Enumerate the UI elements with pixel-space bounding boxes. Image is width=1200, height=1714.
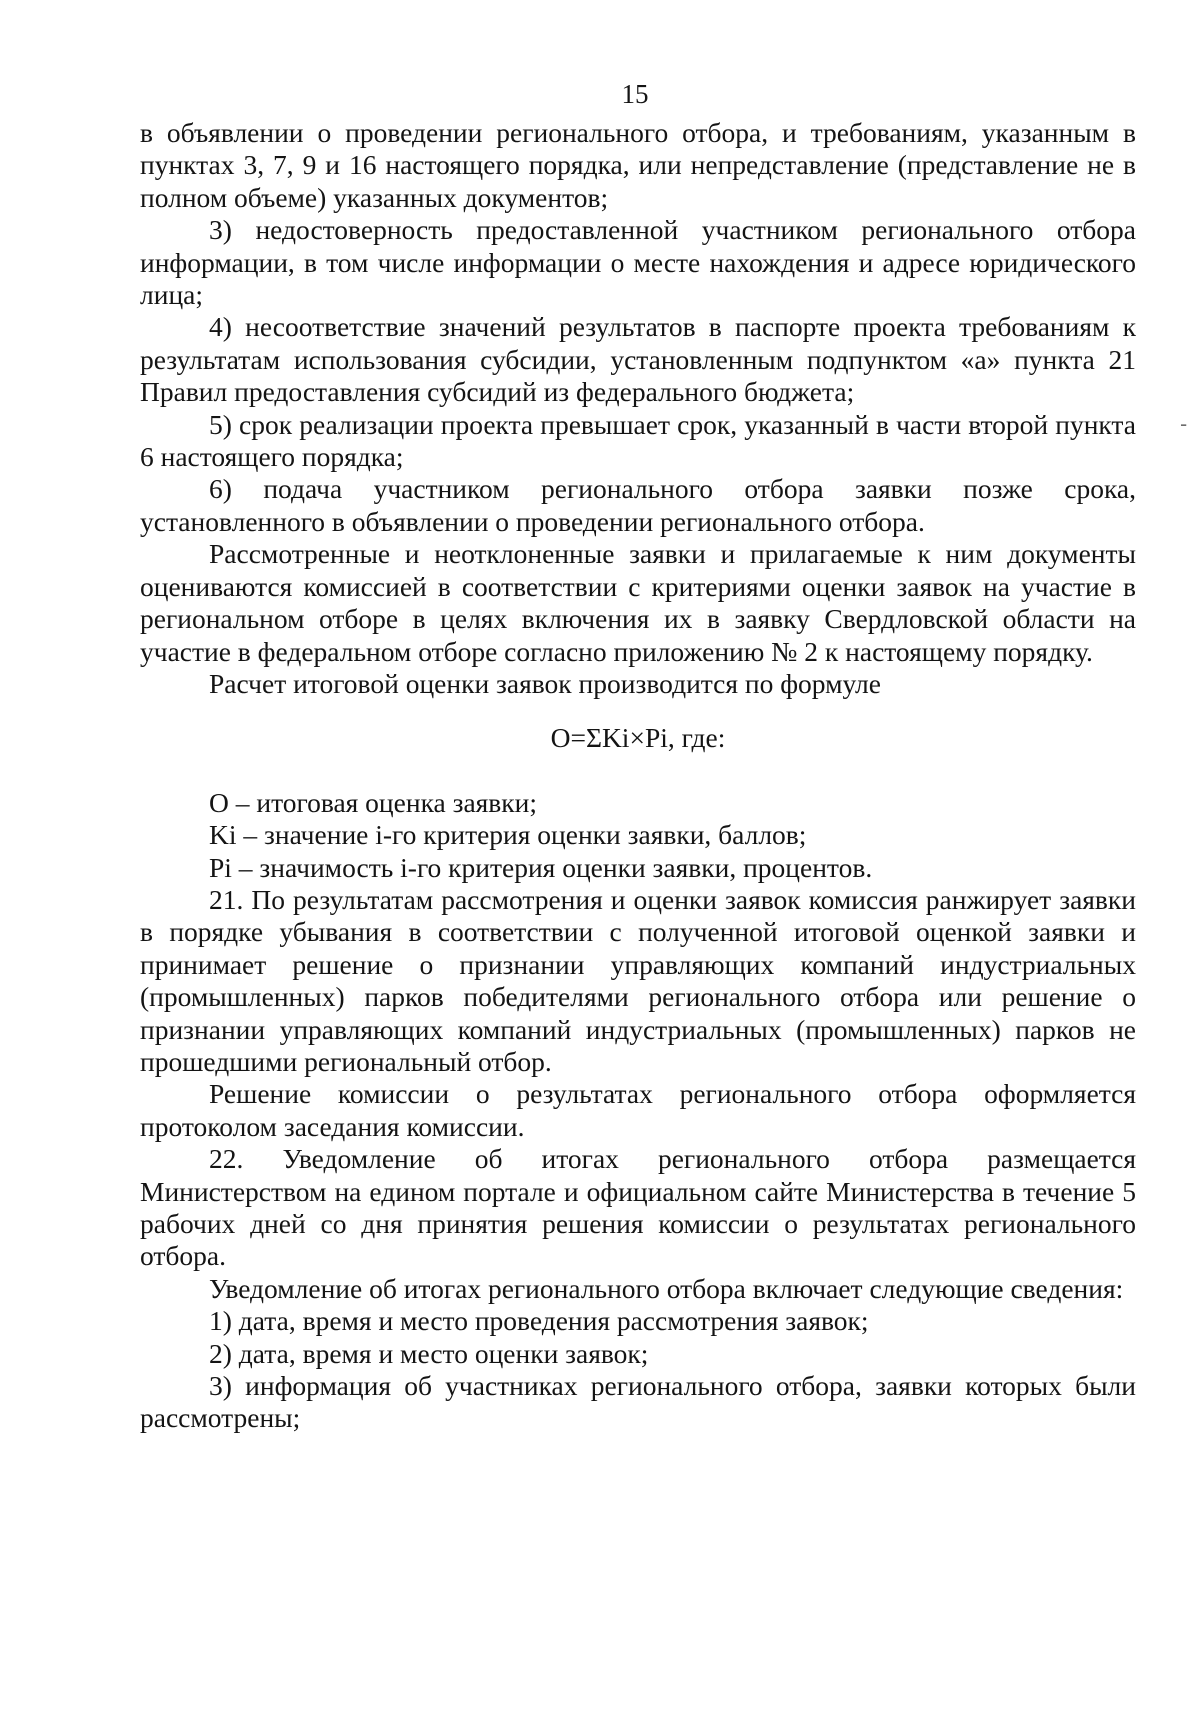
list-item-5: 5) срок реализации проекта превышает срок, указанный в части второй пункта 6 настоящего порядка; bbox=[140, 408, 1136, 473]
definition-o: O – итоговая оценка заявки; bbox=[209, 786, 538, 818]
notification-item-3: 3) информация об участниках регионального отбора, заявки которых были рассмотрены; bbox=[140, 1370, 1136, 1434]
paragraph-decision: Решение комиссии о результатах регионального отбора оформляется протоколом заседания комиссии. bbox=[140, 1078, 1136, 1142]
clause-22: 22. Уведомление об итогах регионального отбора размещается Министерством на едином портале и официальном сайте Министерства в течение 5 рабочих дней со дня принятия решения комиссии о результатах регионального отбора. bbox=[140, 1143, 1136, 1272]
paragraph-notification-contents: Уведомление об итогах регионального отбора включает следующие сведения: bbox=[209, 1272, 1124, 1304]
scan-speck: - bbox=[1180, 412, 1188, 436]
document-body bbox=[140, 117, 1136, 1435]
list-item-6: 6) подача участником регионального отбора заявки позже срока, установленного в объявлении о проведении регионального отбора. bbox=[140, 473, 1136, 537]
clause-21: 21. По результатам рассмотрения и оценки заявок комиссия ранжирует заявки в порядке убывания в соответствии с полученной итоговой оценкой заявки и принимает решение о признании управляющих компаний индустриальных (промышленных) парков победителями регионального отбора или решение о признании управляющих компаний индустриальных (промышленных) парков не прошедшими региональный отбор. bbox=[140, 883, 1136, 1077]
notification-item-2: 2) дата, время и место оценки заявок; bbox=[209, 1337, 649, 1369]
definition-ki: Ki – значение i-го критерия оценки заявки, баллов; bbox=[209, 819, 807, 851]
paragraph-continuation: в объявлении о проведении регионального отбора, и требованиям, указанным в пунктах 3, 7, 9 и 16 настоящего порядка, или непредставление (представление не в полном объеме) указанных документов; bbox=[140, 117, 1136, 213]
formula: O=ΣKi×Pi, где: bbox=[550, 722, 726, 754]
page-number: 15 bbox=[621, 79, 649, 109]
paragraph-evaluation: Рассмотренные и неотклоненные заявки и прилагаемые к ним документы оцениваются комиссией в соответствии с критериями оценки заявок на участие в региональном отборе в целях включения их в заявку Свердловской области на участие в федеральном отборе согласно приложению № 2 к настоящему порядку. bbox=[140, 538, 1136, 667]
notification-item-1: 1) дата, время и место проведения рассмотрения заявок; bbox=[209, 1305, 869, 1337]
list-item-4: 4) несоответствие значений результатов в паспорте проекта требованиям к результатам использования субсидии, установленным подпунктом «а» пункта 21 Правил предоставления субсидий из федерального бюджета; bbox=[140, 311, 1136, 408]
paragraph-formula-intro: Расчет итоговой оценки заявок производится по формуле bbox=[209, 667, 881, 699]
list-item-3: 3) недостоверность предоставленной участником регионального отбора информации, в том числе информации о месте нахождения и адресе юридического лица; bbox=[140, 214, 1136, 311]
definition-pi: Pi – значимость i-го критерия оценки заявки, процентов. bbox=[209, 851, 873, 883]
